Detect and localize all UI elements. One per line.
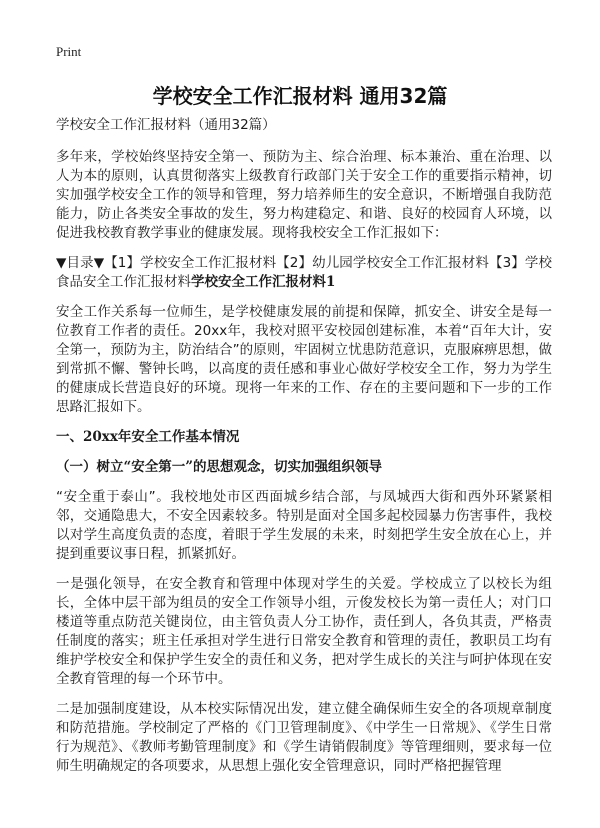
section-title: 学校安全工作汇报材料1: [191, 274, 336, 290]
table-of-contents: [56, 254, 552, 292]
body-paragraph: 一是强化领导，在安全教育和管理中体现对学生的关爱。学校成立了以校长为组长，全体中层干部为组员的安全工作领导小组，亓俊发校长为第一责任人；对门口楼道等重点防范关键岗位，由主管负责人分工协作，责任到人，各负其责，严格责任制度的落实；班主任承担对学生进行日常安全教育和管理的责任，教职员工均有维护学校安全和保护学生安全的责任和义务，把对学生成长的关注与呵护体现在安全教育管理的每一个环节中。: [56, 576, 552, 687]
section-heading: 一、20xx年安全工作基本情况: [56, 429, 240, 445]
subsection-heading: （一）树立“安全第一”的思想观念，切实加强组织领导: [56, 459, 383, 475]
print-label: Print: [56, 44, 82, 59]
body-paragraph: 二是加强制度建设，从本校实际情况出发，建立健全确保师生安全的各项规章制度和防范措施。学校制定了严格的《门卫管理制度》、《中学生一日常规》、《学生日常行为规范》、《教师考勤管理制度》和《学生请销假制度》等管理细则，要求每一位师生明确规定的各项要求，从思想上强化安全管理意识，同时严格把握管理: [56, 701, 552, 774]
document-subtitle: 学校安全工作汇报材料（通用32篇）: [56, 117, 276, 133]
toc-links[interactable]: ▼目录▼【1】学校安全工作汇报材料【2】幼儿园学校安全工作汇报材料【3】学校食品安全工作汇报材料: [56, 255, 552, 290]
document-body: [56, 116, 552, 776]
body-paragraph: 安全工作关系每一位师生，是学校健康发展的前提和保障，抓安全、讲安全是每一位教育工作者的责任。20xx年，我校对照平安校园创建标准，本着“百年大计，安全第一，预防为主，防治结合”的原则，牢固树立忧患防范意识，克服麻痹思想，做到常抓不懈、警钟长鸣，以高度的责任感和事业心做好学校安全工作，努力为学生的健康成长营造良好的环境。现将一年来的工作、存在的主要问题和下一步的工作思路汇报如下。: [56, 304, 552, 415]
body-paragraph: “安全重于泰山”。我校地处市区西面城乡结合部，与凤城西大街和西外环紧紧相邻，交通隐患大，不安全因素较多。特别是面对全国多起校园暴力伤害事件，我校以对学生高度负责的态度，着眼于学生发展的未来，时刻把学生安全放在心上，并提到重要议事日程，抓紧抓好。: [56, 489, 552, 562]
document-title: 学校安全工作汇报材料 通用32篇: [152, 84, 448, 108]
intro-paragraph: 多年来，学校始终坚持安全第一、预防为主、综合治理、标本兼治、重在治理、以人为本的原则，认真贯彻落实上级教育行政部门关于安全工作的重要指示精神，切实加强学校安全工作的领导和管理，努力培养师生的安全意识，不断增强自我防范能力，防止各类安全事故的发生，努力构建稳定、和谐、良好的校园育人环境，以促进我校教育教学事业的健康发展。现将我校安全工作汇报如下：: [56, 149, 552, 241]
